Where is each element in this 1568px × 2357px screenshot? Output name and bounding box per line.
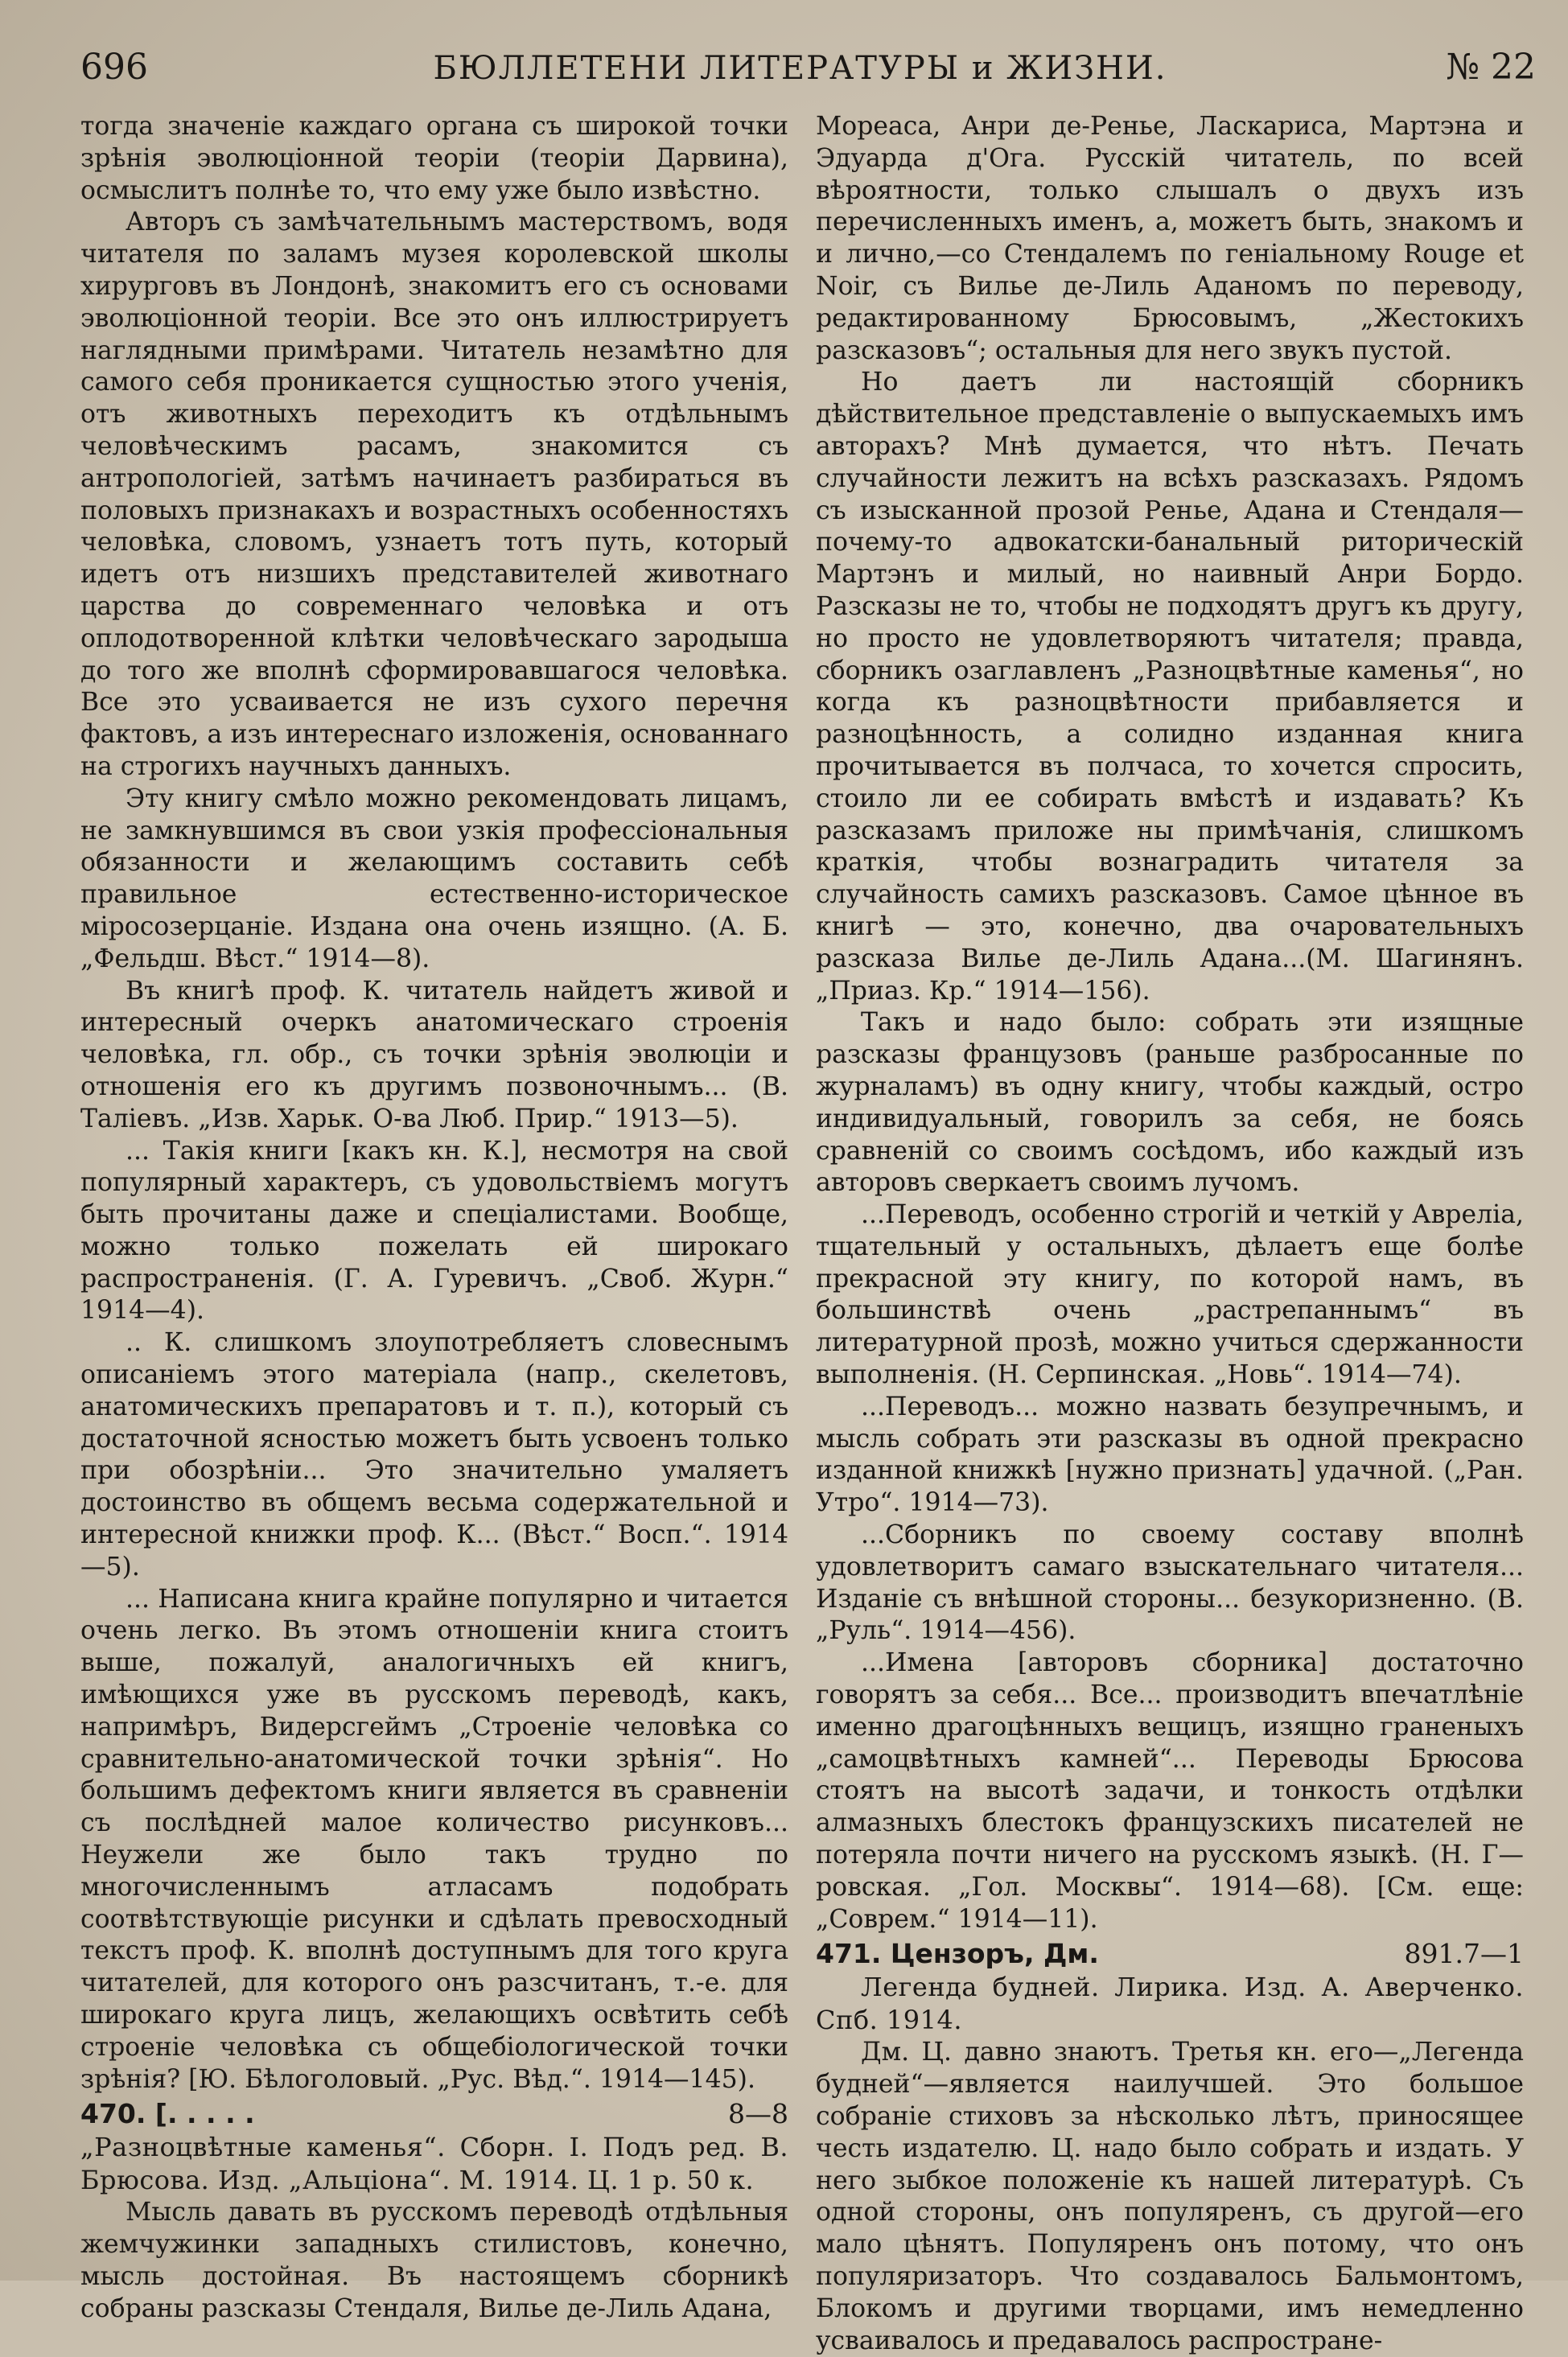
entry-number: 471. Цензоръ, Дм. <box>816 1938 1099 1970</box>
paragraph: Дм. Ц. давно знаютъ. Третья кн. его—„Легенда будней“—является наилучшей. Это большое собраніе стиховъ за нѣсколько лѣтъ, приносящее честь издателю. Ц. надо было собрать и издать. У него зыбкое положеніе къ нашей литературѣ. Съ одной стороны, онъ популяренъ, съ другой—его мало цѣнятъ. Популяренъ онъ потому, что онъ популяризаторъ. Что создавалось Бальмонтомъ, Блокомъ и другими творцами, имъ немедленно усваивалось и предавалось распростране- <box>816 2038 1524 2355</box>
entry-470-title: „Разноцвѣтные каменья“. Сборн. I. Подъ ред. В. Брюсова. Изд. „Альціона“. М. 1914. Ц. 1 р. 50 к. <box>80 2132 788 2196</box>
entry-471-title: Легенда будней. Лирика. Изд. А. Аверченко. Спб. 1914. <box>816 1972 1524 2036</box>
entry-number: 470. [. . . . . <box>80 2098 255 2130</box>
paragraph: Въ книгѣ проф. К. читатель найдетъ живой и интересный очеркъ анатомическаго строенія человѣка, гл. обр., съ точки зрѣнія эволюціи и отношенія его къ другимъ позвоночнымъ... (В. Талiевъ. „Изв. Харьк. О-ва Люб. Прир.“ 1913—5). <box>80 976 788 1133</box>
classification-code: 8—8 <box>728 2098 788 2130</box>
paragraph: Мысль давать въ русскомъ переводѣ отдѣльныя жемчужинки западныхъ стилистовъ, конечно, мысль достойная. Въ настоящемъ сборникѣ собраны разсказы Стендаля, Вилье де-Лиль Адана, <box>80 2198 788 2323</box>
running-header <box>80 47 1536 103</box>
paragraph: ... Написана книга крайне популярно и читается очень легко. Въ этомъ отношеніи книга стоитъ выше, пожалуй, аналогичныхъ ей книгъ, имѣющихся уже въ русскомъ переводѣ, какъ, напримѣръ, Видерсгеймъ „Строеніе человѣка со сравнительно-анатомической точки зрѣнія“. Но большимъ дефектомъ книги является въ сравненіи съ послѣдней малое количество рисунковъ... Неужели же было такъ трудно по многочисленнымъ атласамъ подобрать соотвѣтствующіе рисунки и сдѣлать превосходный текстъ проф. К. вполнѣ доступнымъ для того круга читателей, для которого онъ разсчитанъ, т.-е. для широкаго круга лицъ, желающихъ освѣтить себѣ строеніе человѣка съ общебіологической точки зрѣнія? [Ю. Бѣлоголовый. „Рус. Вѣд.“. 1914—145). <box>80 1584 788 2094</box>
paragraph: Такъ и надо было: собрать эти изящные разсказы французовъ (раньше разбросанные по журналамъ) въ одну книгу, чтобы каждый, остро индивидуальный, говорилъ за себя, не боясь сравненій со своимъ сосѣдомъ, ибо каждый изъ авторовъ сверкаетъ своимъ лучомъ. <box>816 1008 1524 1198</box>
paragraph: ... Такія книги [какъ кн. К.], несмотря на свой популярный характеръ, съ удовольствіемъ могутъ быть прочитаны даже и спеціалистами. Вообще, можно только пожелать ей широкаго распространенія. (Г. А. Гуревичъ. „Своб. Журн.“ 1914—4). <box>80 1136 788 1326</box>
paragraph: ...Переводъ, особенно строгій и четкій у Авреліа, тщательный у остальныхъ, дѣлаетъ еще болѣе прекрасной эту книгу, по которой намъ, въ большинствѣ очень „растрепаннымъ“ въ литературной прозѣ, можно учиться сдержанности выполненія. (Н. Серпинская. „Новь“. 1914—74). <box>816 1200 1524 1390</box>
classification-code: 891.7—1 <box>1404 1938 1524 1970</box>
page-number: 696 <box>80 47 148 88</box>
right-column <box>816 111 1524 2357</box>
journal-title: БЮЛЛЕТЕНИ ЛИТЕРАТУРЫ и ЖИЗНИ. <box>433 50 1167 87</box>
issue-number: № 22 <box>1446 47 1536 88</box>
entry-470-heading <box>80 2097 788 2131</box>
paragraph: тогда значеніе каждаго органа съ широкой точки зрѣнія эволюціонной теоріи (теоріи Дарвина), осмыслитъ полнѣе то, что ему уже было извѣстно. <box>80 112 788 205</box>
paragraph: Эту книгу смѣло можно рекомендовать лицамъ, не замкнувшимся въ свои узкія профессіональныя обязанности и желающимъ составить себѣ правильное естественно-историческое міросозерцаніе. Издана она очень изящно. (А. Б. „Фельдш. Вѣст.“ 1914—8). <box>80 784 788 973</box>
paragraph: Авторъ съ замѣчательнымъ мастерствомъ, водя читателя по заламъ музея королевской школы хирурговъ въ Лондонѣ, знакомитъ его съ основами эволюціонной теоріи. Все это онъ иллюстрируетъ наглядными примѣрами. Читатель незамѣтно для самого себя проникается сущностью этого ученія, отъ животныхъ переходитъ къ отдѣльнымъ человѣческимъ расамъ, знакомится съ антропологіей, затѣмъ начинаетъ разбираться въ половыхъ признакахъ и возрастныхъ особенностяхъ человѣка, словомъ, узнаетъ тотъ путь, который идетъ отъ низшихъ представителей животнаго царства до современнаго человѣка и отъ оплодотворенной клѣтки человѣческаго зародыша до того же вполнѣ сформировавшагося человѣка. Все это усваивается не изъ сухого перечня фактовъ, а изъ интереснаго изложенія, основаннаго на строгихъ научныхъ данныхъ. <box>80 208 788 781</box>
paragraph: ...Переводъ... можно назвать безупречнымъ, и мысль собрать эти разсказы въ одной прекрасно изданной книжкѣ [нужно признать] удачной. („Ран. Утро“. 1914—73). <box>816 1392 1524 1518</box>
paragraph: ...Имена [авторовъ сборника] достаточно говорятъ за себя... Все... производитъ впечатлѣніе именно драгоцѣнныхъ вещицъ, изящно граненыхъ „самоцвѣтныхъ камней“... Переводы Брюсова стоятъ на высотѣ задачи, и тонкость отдѣлки алмазныхъ блестокъ французскихъ писателей не потеряла почти ничего на русскомъ языкѣ. (Н. Г—ровская. „Гол. Москвы“. 1914—68). [См. еще: „Соврем.“ 1914—11). <box>816 1648 1524 1934</box>
left-column <box>80 111 788 2357</box>
paragraph: ...Сборникъ по своему составу вполнѣ удовлетворитъ самаго взыскательнаго читателя... Изданіе съ внѣшной стороны... безукоризненно. (В. „Руль“. 1914—456). <box>816 1520 1524 1646</box>
paragraph: Но даетъ ли настоящій сборникъ дѣйствительное представленіе о выпускаемыхъ имъ авторахъ? Мнѣ думается, что нѣтъ. Печать случайности лежитъ на всѣхъ разсказахъ. Рядомъ съ изысканной прозой Ренье, Адана и Стендаля—почему-то адвокатски-банальный риторическій Мартэнъ и милый, но наивный Анри Бордо. Разсказы не то, чтобы не подходятъ другъ къ другу, но просто не удовлетворяютъ читателя; правда, сборникъ озаглавленъ „Разноцвѣтные каменья“, но когда къ разноцвѣтности прибавляется и разноцѣнность, а солидно изданная книга прочитывается въ полчаса, то хочется спросить, стоило ли ее собирать вмѣстѣ и издавать? Къ разсказамъ приложе ны примѣчанія, слишкомъ краткія, чтобы вознаградить читателя за случайность самихъ разсказовъ. Самое цѣнное въ книгѣ — это, конечно, два очаровательныхъ разсказа Вилье де-Лиль Адана...(М. Шагинянъ. „Приаз. Кр.“ 1914—156). <box>816 368 1524 1006</box>
paragraph: .. К. слишкомъ злоупотребляетъ словеснымъ описаніемъ этого матеріала (напр., скелетовъ, анатомическихъ препаратовъ и т. п.), который съ достаточной ясностью можетъ быть усвоенъ только при обозрѣніи... Это значительно умаляетъ достоинство въ общемъ весьма содержательной и интересной книжки проф. К... (Вѣст.“ Восп.“. 1914—5). <box>80 1328 788 1582</box>
paragraph: Мореаса, Анри де-Ренье, Ласкариса, Мартэна и Эдуарда д'Ога. Русскій читатель, по всей вѣроятности, только слышалъ о двухъ изъ перечисленныхъ именъ, а, можетъ быть, знакомъ и и лично,—со Стендалемъ по геніальному Rouge et Noir, съ Вилье де-Лиль Аданомъ по переводу, редактированному Брюсовымъ, „Жестокихъ разсказовъ“; остальныя для него звукъ пустой. <box>816 112 1524 365</box>
entry-471-heading <box>816 1937 1524 1971</box>
